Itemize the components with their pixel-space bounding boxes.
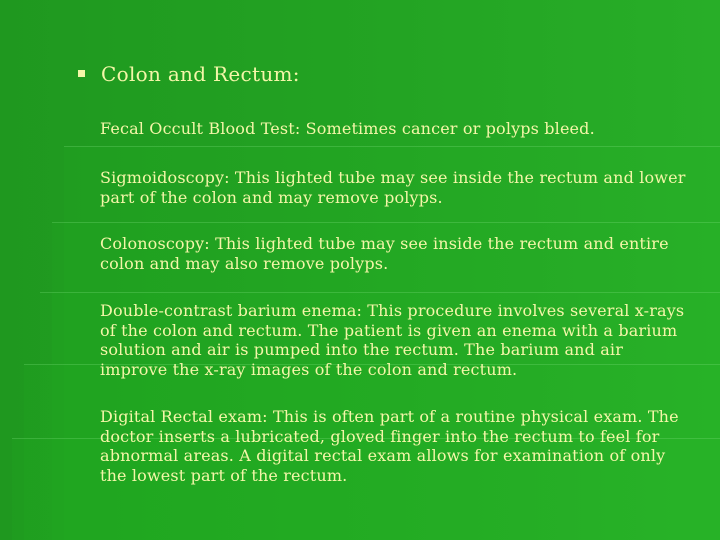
square-bullet-icon — [78, 70, 85, 77]
list-item-sigmoidoscopy: Sigmoidoscopy: This lighted tube may see inside the rectum and lower part of the colon and may remove polyps. — [100, 168, 686, 207]
list-item-fecal-occult-blood-test: Fecal Occult Blood Test: Sometimes cancer or polyps bleed. — [100, 119, 595, 138]
heading-text: Colon and Rectum: — [101, 62, 300, 86]
list-item-barium-enema: Double-contrast barium enema: This procedure involves several x-rays of the colon and rectum. The patient is given an enema with a barium solution and air is pumped into the rectum. The barium and air improve the x-ray images of the colon and rectum. — [100, 301, 685, 379]
list-item-colonoscopy: Colonoscopy: This lighted tube may see inside the rectum and entire colon and may also remove polyps. — [100, 234, 669, 273]
slide-heading — [78, 62, 300, 86]
list-item-digital-rectal-exam: Digital Rectal exam: This is often part of a routine physical exam. The doctor inserts a lubricated, gloved finger into the rectum to feel for abnormal areas. A digital rectal exam allows for examination of only the lowest part of the rectum. — [100, 407, 679, 485]
